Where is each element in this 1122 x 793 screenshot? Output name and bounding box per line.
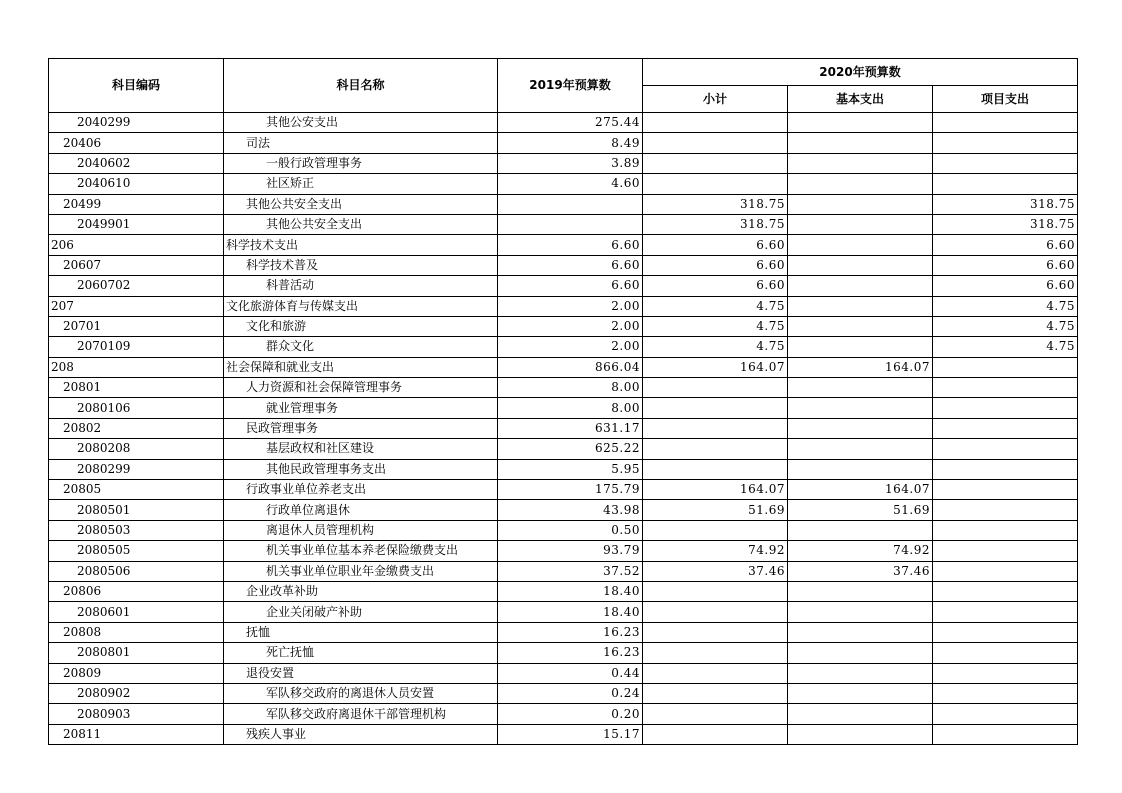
code-cell: 2080208 (49, 439, 224, 459)
table-row (49, 480, 1078, 500)
name-cell: 文化和旅游 (224, 316, 498, 336)
project-2020-cell (933, 378, 1078, 398)
subtotal-2020-cell: 164.07 (643, 480, 788, 500)
subtotal-2020-cell (643, 520, 788, 540)
budget-2019-cell: 175.79 (498, 480, 643, 500)
basic-2020-cell: 164.07 (788, 357, 933, 377)
basic-2020-cell (788, 378, 933, 398)
subtotal-2020-cell: 74.92 (643, 541, 788, 561)
name-cell: 残疾人事业 (224, 724, 498, 744)
name-cell: 群众文化 (224, 337, 498, 357)
project-2020-cell (933, 541, 1078, 561)
budget-2019-cell: 15.17 (498, 724, 643, 744)
code-cell: 2080299 (49, 459, 224, 479)
budget-2019-cell: 275.44 (498, 113, 643, 133)
basic-2020-cell (788, 316, 933, 336)
basic-2020-cell (788, 418, 933, 438)
code-cell: 20801 (49, 378, 224, 398)
header-subtotal: 小计 (643, 86, 788, 113)
name-cell: 民政管理事务 (224, 418, 498, 438)
budget-2019-cell: 0.24 (498, 683, 643, 703)
table-header (49, 59, 1078, 113)
name-cell: 死亡抚恤 (224, 643, 498, 663)
header-code: 科目编码 (49, 59, 224, 113)
basic-2020-cell: 164.07 (788, 480, 933, 500)
table-row (49, 235, 1078, 255)
project-2020-cell (933, 520, 1078, 540)
budget-2019-cell: 16.23 (498, 643, 643, 663)
project-2020-cell (933, 418, 1078, 438)
header-2020-budget: 2020年预算数 (643, 59, 1078, 86)
basic-2020-cell (788, 174, 933, 194)
budget-2019-cell: 93.79 (498, 541, 643, 561)
project-2020-cell: 6.60 (933, 276, 1078, 296)
project-2020-cell: 4.75 (933, 296, 1078, 316)
code-cell: 2040602 (49, 153, 224, 173)
project-2020-cell (933, 459, 1078, 479)
project-2020-cell (933, 663, 1078, 683)
basic-2020-cell (788, 337, 933, 357)
project-2020-cell (933, 643, 1078, 663)
name-cell: 机关事业单位基本养老保险缴费支出 (224, 541, 498, 561)
subtotal-2020-cell (643, 683, 788, 703)
name-cell: 其他民政管理事务支出 (224, 459, 498, 479)
budget-2019-cell: 8.00 (498, 398, 643, 418)
budget-2019-cell: 37.52 (498, 561, 643, 581)
code-cell: 2060702 (49, 276, 224, 296)
subtotal-2020-cell (643, 643, 788, 663)
table-row (49, 133, 1078, 153)
budget-2019-cell: 6.60 (498, 235, 643, 255)
project-2020-cell (933, 153, 1078, 173)
subtotal-2020-cell (643, 378, 788, 398)
code-cell: 2080903 (49, 704, 224, 724)
budget-2019-cell: 2.00 (498, 337, 643, 357)
code-cell: 20802 (49, 418, 224, 438)
project-2020-cell (933, 398, 1078, 418)
code-cell: 2080106 (49, 398, 224, 418)
name-cell: 人力资源和社会保障管理事务 (224, 378, 498, 398)
name-cell: 军队移交政府的离退休人员安置 (224, 683, 498, 703)
subtotal-2020-cell (643, 622, 788, 642)
basic-2020-cell (788, 113, 933, 133)
basic-2020-cell (788, 683, 933, 703)
budget-2019-cell: 43.98 (498, 500, 643, 520)
table-row (49, 704, 1078, 724)
name-cell: 一般行政管理事务 (224, 153, 498, 173)
basic-2020-cell (788, 439, 933, 459)
table-row (49, 520, 1078, 540)
subtotal-2020-cell: 51.69 (643, 500, 788, 520)
budget-2019-cell: 0.20 (498, 704, 643, 724)
name-cell: 企业关闭破产补助 (224, 602, 498, 622)
budget-2019-cell: 16.23 (498, 622, 643, 642)
basic-2020-cell (788, 133, 933, 153)
code-cell: 20701 (49, 316, 224, 336)
table-row (49, 357, 1078, 377)
name-cell: 社区矫正 (224, 174, 498, 194)
name-cell: 科学技术普及 (224, 255, 498, 275)
subtotal-2020-cell: 6.60 (643, 255, 788, 275)
project-2020-cell: 318.75 (933, 214, 1078, 234)
name-cell: 社会保障和就业支出 (224, 357, 498, 377)
project-2020-cell: 4.75 (933, 337, 1078, 357)
basic-2020-cell (788, 581, 933, 601)
table-row (49, 174, 1078, 194)
table-row (49, 398, 1078, 418)
code-cell: 20607 (49, 255, 224, 275)
code-cell: 20406 (49, 133, 224, 153)
subtotal-2020-cell (643, 113, 788, 133)
project-2020-cell (933, 683, 1078, 703)
budget-2019-cell: 0.44 (498, 663, 643, 683)
subtotal-2020-cell (643, 704, 788, 724)
code-cell: 206 (49, 235, 224, 255)
code-cell: 2080501 (49, 500, 224, 520)
subtotal-2020-cell: 4.75 (643, 337, 788, 357)
budget-2019-cell: 0.50 (498, 520, 643, 540)
table-row (49, 255, 1078, 275)
budget-2019-cell: 18.40 (498, 602, 643, 622)
table-row (49, 561, 1078, 581)
code-cell: 2080506 (49, 561, 224, 581)
table-row (49, 214, 1078, 234)
basic-2020-cell (788, 520, 933, 540)
budget-2019-cell: 631.17 (498, 418, 643, 438)
code-cell: 2080503 (49, 520, 224, 540)
basic-2020-cell (788, 398, 933, 418)
name-cell: 基层政权和社区建设 (224, 439, 498, 459)
budget-2019-cell: 18.40 (498, 581, 643, 601)
subtotal-2020-cell (643, 398, 788, 418)
project-2020-cell (933, 602, 1078, 622)
project-2020-cell (933, 133, 1078, 153)
code-cell: 2080902 (49, 683, 224, 703)
project-2020-cell (933, 561, 1078, 581)
code-cell: 2080505 (49, 541, 224, 561)
table-row (49, 337, 1078, 357)
code-cell: 2080801 (49, 643, 224, 663)
basic-2020-cell: 74.92 (788, 541, 933, 561)
basic-2020-cell (788, 724, 933, 744)
name-cell: 企业改革补助 (224, 581, 498, 601)
code-cell: 20808 (49, 622, 224, 642)
table-row (49, 296, 1078, 316)
table-row (49, 622, 1078, 642)
project-2020-cell: 318.75 (933, 194, 1078, 214)
project-2020-cell: 6.60 (933, 235, 1078, 255)
budget-2019-cell: 8.00 (498, 378, 643, 398)
project-2020-cell (933, 357, 1078, 377)
header-name: 科目名称 (224, 59, 498, 113)
name-cell: 司法 (224, 133, 498, 153)
code-cell: 20809 (49, 663, 224, 683)
name-cell: 行政事业单位养老支出 (224, 480, 498, 500)
code-cell: 20806 (49, 581, 224, 601)
basic-2020-cell (788, 276, 933, 296)
table-row (49, 724, 1078, 744)
basic-2020-cell (788, 459, 933, 479)
subtotal-2020-cell (643, 133, 788, 153)
basic-2020-cell (788, 663, 933, 683)
code-cell: 208 (49, 357, 224, 377)
subtotal-2020-cell (643, 724, 788, 744)
budget-2019-cell: 6.60 (498, 276, 643, 296)
subtotal-2020-cell (643, 153, 788, 173)
subtotal-2020-cell: 318.75 (643, 214, 788, 234)
subtotal-2020-cell: 164.07 (643, 357, 788, 377)
budget-2019-cell: 6.60 (498, 255, 643, 275)
code-cell: 2049901 (49, 214, 224, 234)
budget-2019-cell: 2.00 (498, 316, 643, 336)
subtotal-2020-cell (643, 581, 788, 601)
subtotal-2020-cell (643, 418, 788, 438)
subtotal-2020-cell (643, 174, 788, 194)
name-cell: 科学技术支出 (224, 235, 498, 255)
basic-2020-cell: 37.46 (788, 561, 933, 581)
table-row (49, 439, 1078, 459)
table-row (49, 500, 1078, 520)
project-2020-cell: 6.60 (933, 255, 1078, 275)
project-2020-cell (933, 622, 1078, 642)
name-cell: 机关事业单位职业年金缴费支出 (224, 561, 498, 581)
project-2020-cell (933, 439, 1078, 459)
table-row (49, 581, 1078, 601)
name-cell: 其他公共安全支出 (224, 214, 498, 234)
budget-2019-cell (498, 214, 643, 234)
code-cell: 2070109 (49, 337, 224, 357)
subtotal-2020-cell (643, 459, 788, 479)
table-row (49, 418, 1078, 438)
table-row (49, 602, 1078, 622)
table-row (49, 663, 1078, 683)
name-cell: 军队移交政府离退休干部管理机构 (224, 704, 498, 724)
name-cell: 行政单位离退休 (224, 500, 498, 520)
basic-2020-cell: 51.69 (788, 500, 933, 520)
project-2020-cell (933, 480, 1078, 500)
subtotal-2020-cell: 4.75 (643, 316, 788, 336)
table-row (49, 153, 1078, 173)
subtotal-2020-cell (643, 602, 788, 622)
header-project-expenditure: 项目支出 (933, 86, 1078, 113)
code-cell: 20811 (49, 724, 224, 744)
project-2020-cell: 4.75 (933, 316, 1078, 336)
budget-2019-cell: 625.22 (498, 439, 643, 459)
name-cell: 退役安置 (224, 663, 498, 683)
project-2020-cell (933, 704, 1078, 724)
code-cell: 2040299 (49, 113, 224, 133)
subtotal-2020-cell: 37.46 (643, 561, 788, 581)
project-2020-cell (933, 113, 1078, 133)
subtotal-2020-cell: 318.75 (643, 194, 788, 214)
table-row (49, 194, 1078, 214)
project-2020-cell (933, 174, 1078, 194)
basic-2020-cell (788, 643, 933, 663)
name-cell: 离退休人员管理机构 (224, 520, 498, 540)
name-cell: 其他公安支出 (224, 113, 498, 133)
budget-2019-cell: 866.04 (498, 357, 643, 377)
basic-2020-cell (788, 153, 933, 173)
budget-table (48, 58, 1078, 745)
name-cell: 其他公共安全支出 (224, 194, 498, 214)
table-row (49, 113, 1078, 133)
code-cell: 20499 (49, 194, 224, 214)
table-body (49, 113, 1078, 745)
basic-2020-cell (788, 602, 933, 622)
code-cell: 2080601 (49, 602, 224, 622)
table-row (49, 643, 1078, 663)
table-row (49, 683, 1078, 703)
table-row (49, 378, 1078, 398)
basic-2020-cell (788, 235, 933, 255)
budget-2019-cell: 3.89 (498, 153, 643, 173)
table-row (49, 316, 1078, 336)
subtotal-2020-cell: 6.60 (643, 235, 788, 255)
table-row (49, 541, 1078, 561)
subtotal-2020-cell (643, 439, 788, 459)
subtotal-2020-cell: 6.60 (643, 276, 788, 296)
project-2020-cell (933, 581, 1078, 601)
name-cell: 抚恤 (224, 622, 498, 642)
name-cell: 科普活动 (224, 276, 498, 296)
basic-2020-cell (788, 622, 933, 642)
basic-2020-cell (788, 194, 933, 214)
project-2020-cell (933, 500, 1078, 520)
budget-2019-cell: 4.60 (498, 174, 643, 194)
subtotal-2020-cell (643, 663, 788, 683)
subtotal-2020-cell: 4.75 (643, 296, 788, 316)
project-2020-cell (933, 724, 1078, 744)
budget-2019-cell: 2.00 (498, 296, 643, 316)
basic-2020-cell (788, 214, 933, 234)
code-cell: 207 (49, 296, 224, 316)
budget-2019-cell: 5.95 (498, 459, 643, 479)
code-cell: 2040610 (49, 174, 224, 194)
table-row (49, 459, 1078, 479)
code-cell: 20805 (49, 480, 224, 500)
name-cell: 文化旅游体育与传媒支出 (224, 296, 498, 316)
basic-2020-cell (788, 704, 933, 724)
table-row (49, 276, 1078, 296)
header-basic-expenditure: 基本支出 (788, 86, 933, 113)
header-2019-budget: 2019年预算数 (498, 59, 643, 113)
budget-2019-cell: 8.49 (498, 133, 643, 153)
budget-2019-cell (498, 194, 643, 214)
basic-2020-cell (788, 296, 933, 316)
name-cell: 就业管理事务 (224, 398, 498, 418)
basic-2020-cell (788, 255, 933, 275)
